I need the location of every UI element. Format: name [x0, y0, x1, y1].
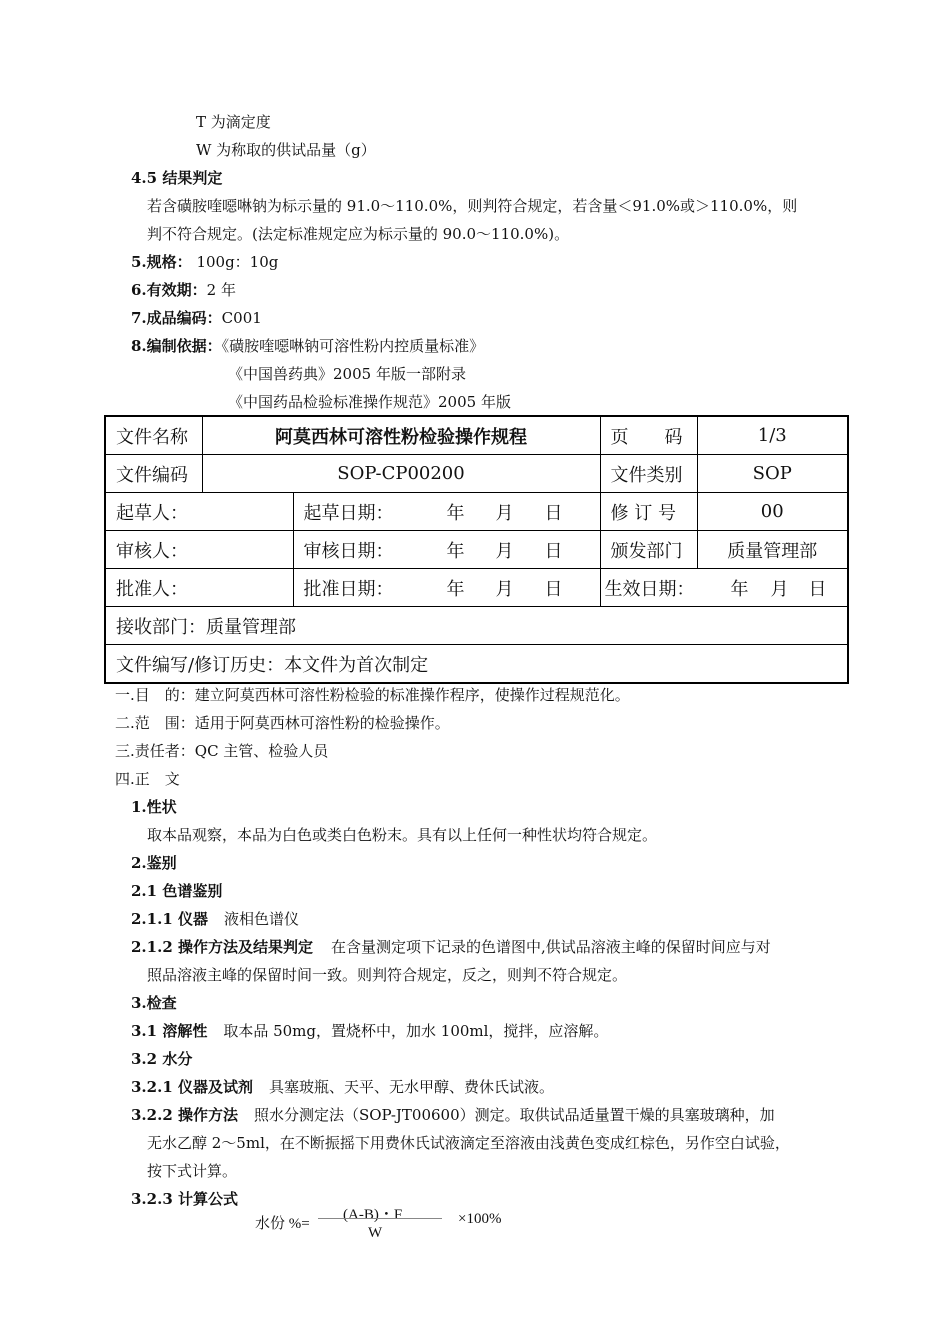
effective-date-cell	[600, 569, 848, 607]
product-code-label: 7.成品编码：	[131, 309, 222, 327]
section-3-2-3-title: 3.2.3 计算公式	[131, 1190, 238, 1208]
section-2-1-title: 2.1 色谱鉴别	[131, 882, 223, 900]
month-label: 月	[495, 502, 514, 524]
section-3-2-2	[131, 1105, 775, 1125]
basis-label: 8.编制依据：	[131, 337, 222, 355]
spec-label: 5.规格：	[131, 253, 192, 271]
page-value: 1/3	[697, 416, 848, 455]
validity-label: 6.有效期：	[131, 281, 207, 299]
review-date-cell	[293, 531, 600, 569]
section-2-1-2-label: 2.1.2 操作方法及结果判定	[131, 938, 313, 956]
basis-ref-1: 《磺胺喹噁啉钠可溶性粉内控质量标准》	[221, 337, 485, 355]
approve-date-cell	[293, 569, 600, 607]
section-2-1-1-label: 2.1.1 仪器	[131, 910, 208, 928]
basis-ref-3: 《中国药品检验标准操作规范》2005 年版	[228, 393, 511, 411]
section-2-1-1-text: 液相色谱仪	[223, 910, 299, 928]
drafter-cell: 起草人：	[105, 493, 293, 531]
doc-code-value: SOP-CP00200	[202, 455, 600, 493]
section-4-5-title: 4.5 结果判定	[131, 169, 223, 187]
doc-type-value: SOP	[697, 455, 848, 493]
issue-dept-value: 质量管理部	[697, 531, 848, 569]
table-row	[105, 531, 848, 569]
t-definition: T 为滴定度	[196, 113, 271, 131]
section-6-validity	[131, 280, 236, 300]
year-label: 年	[446, 578, 465, 600]
table-row	[105, 645, 848, 684]
doc-name-label: 文件名称	[105, 416, 202, 455]
day-label: 日	[544, 540, 563, 562]
section-2-1-2	[131, 937, 771, 957]
table-row	[105, 416, 848, 455]
table-row	[105, 493, 848, 531]
product-code-value: C001	[221, 309, 262, 327]
table-row	[105, 607, 848, 645]
purpose-line: 一.目 的：建立阿莫西林可溶性粉检验的标准操作程序，使操作过程规范化。	[115, 686, 630, 704]
section-2-1-2-text-2: 照品溶液主峰的保留时间一致。则判符合规定，反之，则判不符合规定。	[147, 966, 628, 984]
revision-label: 修 订 号	[600, 493, 697, 531]
section-4-5-text-2: 判不符合规定。(法定标准规定应为标示量的 90.0～110.0%)。	[147, 225, 570, 243]
validity-value: 2 年	[206, 281, 236, 299]
formula-multiplier: ×100%	[458, 1211, 502, 1227]
section-2-1-2-text-1: 在含量测定项下记录的色谱图中,供试品溶液主峰的保留时间应与对	[330, 938, 771, 956]
section-3-2-1-label: 3.2.1 仪器及试剂	[131, 1078, 253, 1096]
day-label: 日	[808, 578, 827, 600]
month-label: 月	[495, 540, 514, 562]
doc-type-label: 文件类别	[600, 455, 697, 493]
table-row	[105, 569, 848, 607]
section-2-title: 2.鉴别	[131, 854, 177, 872]
section-5-spec	[131, 252, 278, 272]
spec-value: 100g：10g	[196, 253, 279, 271]
section-3-title: 3.检查	[131, 994, 177, 1012]
year-label: 年	[446, 502, 465, 524]
effective-date-label: 生效日期：	[604, 578, 695, 600]
revision-value: 00	[697, 493, 848, 531]
section-3-2-2-text-1: 照水分测定法（SOP-JT00600）测定。取供试品适量置干燥的具塞玻璃种，加	[253, 1106, 775, 1124]
section-3-1-text: 取本品 50mg，置烧杯中，加水 100ml，搅拌，应溶解。	[223, 1022, 609, 1040]
doc-code-label: 文件编码	[105, 455, 202, 493]
section-3-1-label: 3.1 溶解性	[131, 1022, 208, 1040]
formula-denominator: W	[368, 1225, 383, 1241]
section-1-text: 取本品观察，本品为白色或类白色粉末。具有以上任何一种性状均符合规定。	[147, 826, 658, 844]
document-header-table	[104, 415, 849, 684]
month-label: 月	[770, 578, 789, 600]
month-label: 月	[495, 578, 514, 600]
section-3-2-2-text-3: 按下式计算。	[147, 1162, 238, 1180]
section-3-2-2-label: 3.2.2 操作方法	[131, 1106, 238, 1124]
approve-date-label: 批准日期：	[303, 578, 394, 600]
table-row	[105, 455, 848, 493]
section-1-title: 1.性状	[131, 798, 177, 816]
day-label: 日	[544, 578, 563, 600]
formula-lhs: 水份 %=	[255, 1216, 310, 1232]
scope-line: 二.范 围：适用于阿莫西林可溶性粉的检验操作。	[115, 714, 450, 732]
doc-title: 阿莫西林可溶性粉检验操作规程	[202, 416, 600, 455]
draft-date-cell	[293, 493, 600, 531]
issue-dept-label: 颁发部门	[600, 531, 697, 569]
revision-history-cell: 文件编写/修订历史：本文件为首次制定	[105, 645, 848, 684]
approver-cell: 批准人：	[105, 569, 293, 607]
page-label: 页 码	[600, 416, 697, 455]
section-3-1	[131, 1021, 608, 1041]
w-definition: W 为称取的供试品量（g）	[196, 141, 376, 159]
section-3-2-title: 3.2 水分	[131, 1050, 193, 1068]
responsible-line: 三.责任者：QC 主管、检验人员	[115, 742, 329, 760]
section-3-2-2-text-2: 无水乙醇 2～5ml，在不断振摇下用费休氏试液滴定至溶液由浅黄色变成红棕色，另作空白试验，	[147, 1134, 790, 1152]
draft-date-label: 起草日期：	[303, 502, 394, 524]
section-3-2-1-text: 具塞玻瓶、天平、无水甲醇、费休氏试液。	[268, 1078, 554, 1096]
receiving-dept-cell: 接收部门：质量管理部	[105, 607, 848, 645]
section-4-5-text-1: 若含磺胺喹噁啉钠为标示量的 91.0～110.0%，则判符合规定，若含量＜91.0%或＞110.0%，则	[147, 197, 798, 215]
basis-ref-2: 《中国兽药典》2005 年版一部附录	[228, 365, 466, 383]
year-label: 年	[446, 540, 465, 562]
day-label: 日	[544, 502, 563, 524]
section-2-1-1	[131, 909, 299, 929]
fraction-bar	[318, 1218, 442, 1219]
formula-numerator: (A-B)・F	[343, 1207, 403, 1223]
section-8-basis	[131, 336, 484, 356]
reviewer-cell: 审核人：	[105, 531, 293, 569]
review-date-label: 审核日期：	[303, 540, 394, 562]
year-label: 年	[730, 578, 749, 600]
section-7-code	[131, 308, 262, 328]
main-text-heading: 四.正 文	[115, 770, 180, 788]
section-3-2-1	[131, 1077, 554, 1097]
